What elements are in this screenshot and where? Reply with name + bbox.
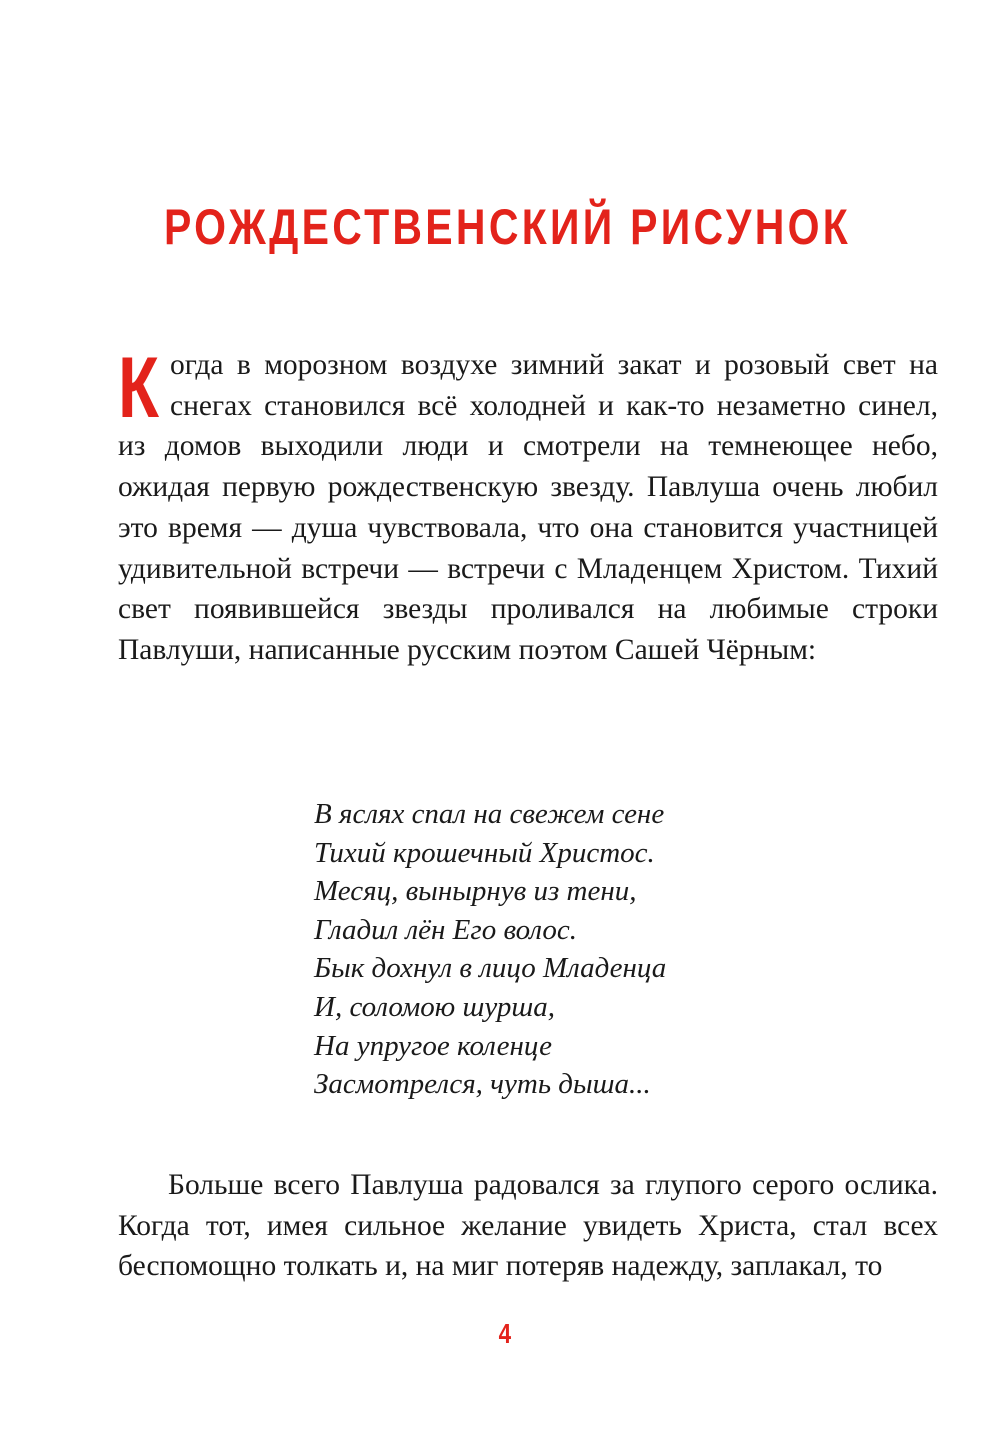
poem-line: На упругое коленце	[314, 1029, 552, 1062]
poem-line: Гладил лён Его волос.	[314, 913, 578, 946]
paragraph-1	[118, 340, 938, 671]
drop-cap: К	[118, 340, 159, 436]
poem-stanza	[314, 795, 666, 1104]
poem-line: Месяц, вынырнув из тени,	[314, 875, 637, 908]
poem-line: Тихий крошечный Христос.	[314, 836, 655, 869]
poem-line: Засмотрелся, чуть дыша...	[314, 1068, 651, 1101]
poem-line: И, соломою шурша,	[314, 990, 555, 1023]
poem-line: В яслях спал на свежем сене	[314, 798, 665, 830]
poem-line: Бык дохнул в лицо Младенца	[314, 952, 667, 985]
paragraph-1-text: огда в морозном воздухе зимний закат и розовый свет на снегах становился всё холодней и как-то незаметно синел, из домов выходили люди и смотрели на темнеющее небо, ожидая первую рождественскую звезду. Павлуша очень любил это время — душа чувствовала, что она становится участницей удивительной встречи — встречи с Младенцем Христом. Тихий свет появившейся звезды проливался на любимые строки Павлуши, написанные русским поэтом Сашей Чёрным:	[118, 349, 938, 666]
paragraph-2: Больше всего Павлуша радовался за глупого серого ослика. Когда тот, имея сильное желание увидеть Христа, стал всех беспомощно толкать и, на миг потеряв надежду, заплакал, то	[118, 1169, 938, 1283]
chapter-title: РОЖДЕСТВЕНСКИЙ РИСУНОК	[164, 199, 852, 255]
page-number: 4	[498, 1318, 512, 1349]
